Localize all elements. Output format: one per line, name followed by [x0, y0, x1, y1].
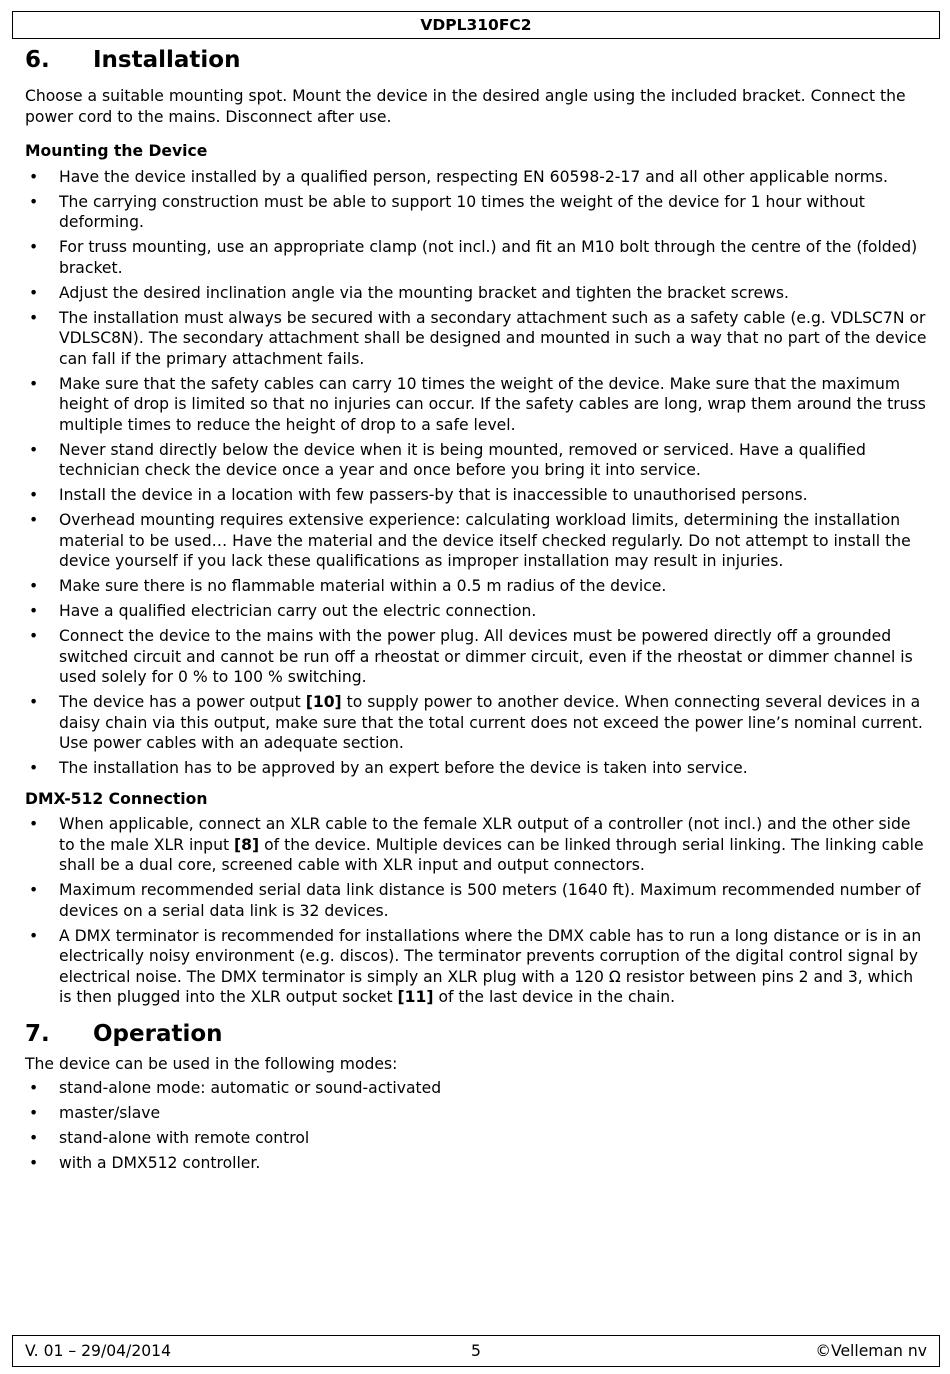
item-text: The installation must always be secured with a secondary attachment such as a safety cable (e.g. VDLSC7N or VDLSC8N). The secondary attachment shall be designed and mounted in such a way that no part of the device can fall if the primary attachment fails.: [59, 308, 927, 368]
list-item: [25, 1128, 930, 1149]
bullet-icon: •: [29, 1079, 39, 1097]
item-text: A DMX terminator is recommended for installations where the DMX cable has to run a long distance or is in an electrically noisy environment (e.g. discos). The terminator prevents corruption of the digital control signal by electrical noise. The DMX terminator is simply an XLR plug with a 120 Ω resistor between pins 2 and 3, which is then plugged into the XLR output socket: [59, 926, 922, 1006]
list-item: [25, 510, 930, 572]
list-item: [25, 374, 930, 436]
item-text: When applicable, connect an XLR cable to the female XLR output of a controller (not incl.) and the other side to the male XLR input: [59, 815, 911, 854]
reference-number: [11]: [397, 988, 434, 1006]
bullet-icon: •: [29, 486, 39, 504]
item-text: of the device. Multiple devices can be linked through serial linking. The linking cable shall be a dual core, screened cable with XLR input and output connectors.: [59, 835, 924, 874]
section-title: Operation: [93, 1020, 223, 1047]
list-item: [25, 167, 930, 188]
copyright: ©Velleman nv: [815, 1342, 927, 1360]
page-number: 5: [471, 1342, 481, 1360]
item-text: The device has a power output: [59, 693, 306, 711]
item-text: stand-alone with remote control: [59, 1129, 310, 1147]
dmx-heading: DMX-512 Connection: [25, 789, 208, 808]
bullet-icon: •: [29, 815, 39, 833]
list-item: [25, 576, 930, 597]
reference-number: [8]: [234, 835, 260, 854]
section-number: 6.: [25, 47, 50, 73]
section-6-heading: [25, 44, 930, 76]
list-item: [25, 758, 930, 779]
bullet-icon: •: [29, 926, 39, 945]
item-text: with a DMX512 controller.: [59, 1154, 261, 1172]
list-item: [25, 1153, 930, 1174]
section-title: Installation: [93, 47, 241, 73]
item-text: stand-alone mode: automatic or sound-activated: [59, 1079, 442, 1097]
mounting-heading: Mounting the Device: [25, 142, 208, 160]
bullet-icon: •: [29, 577, 39, 595]
item-text: Install the device in a location with few passers-by that is inaccessible to unauthorised persons.: [59, 486, 808, 504]
bullet-icon: •: [29, 511, 39, 529]
bullet-icon: •: [29, 1129, 39, 1147]
item-text: Make sure there is no flammable material within a 0.5 m radius of the device.: [59, 577, 667, 595]
mounting-list: [25, 167, 930, 779]
bullet-icon: •: [29, 167, 39, 186]
bullet-icon: •: [29, 238, 39, 256]
bullet-icon: •: [29, 1104, 39, 1122]
list-item: [25, 880, 930, 921]
item-text: Overhead mounting requires extensive experience: calculating workload limits, determining the installation material to be used… Have the material and the device itself checked regularly. Do not attempt to install the device yourself if you lack these qualifications as improper installation may result in injuries.: [59, 511, 911, 570]
list-item: [25, 308, 930, 370]
item-text: Maximum recommended serial data link distance is 500 meters (1640 ft). Maximum recommended number of devices on a serial data link is 32 devices.: [59, 881, 921, 920]
page-footer: [12, 1335, 940, 1367]
list-item: [25, 692, 930, 754]
bullet-icon: •: [29, 283, 39, 302]
list-item: [25, 626, 930, 688]
page-content: [25, 44, 930, 1178]
installation-intro: Choose a suitable mounting spot. Mount the device in the desired angle using the included bracket. Connect the power cord to the mains. Disconnect after use.: [25, 87, 906, 126]
bullet-icon: •: [29, 440, 39, 459]
list-item: [25, 192, 930, 233]
model-name: VDPL310FC2: [420, 16, 532, 34]
bullet-icon: •: [29, 1154, 39, 1172]
list-item: [25, 601, 930, 622]
bullet-icon: •: [29, 374, 39, 393]
item-text: The carrying construction must be able to support 10 times the weight of the device for 1 hour without deforming.: [59, 192, 865, 231]
item-text: Adjust the desired inclination angle via the mounting bracket and tighten the bracket screws.: [59, 283, 789, 302]
item-text: For truss mounting, use an appropriate clamp (not incl.) and fit an M10 bolt through the centre of the (folded) bracket.: [59, 238, 918, 277]
list-item: [25, 237, 930, 278]
list-item: [25, 283, 930, 304]
item-text: The installation has to be approved by an expert before the device is taken into service.: [59, 759, 748, 777]
list-item: [25, 1078, 930, 1099]
item-text: of the last device in the chain.: [433, 988, 676, 1006]
dmx-list: [25, 814, 930, 1008]
item-text: Make sure that the safety cables can carry 10 times the weight of the device. Make sure that the maximum height of drop is limited so that no injuries can occur. If the safety cables are long, wrap them around the truss multiple times to reduce the height of drop to a safe level.: [59, 374, 926, 434]
bullet-icon: •: [29, 881, 39, 899]
section-7-heading: [25, 1018, 930, 1050]
item-text: to supply power to another device. When connecting several devices in a daisy chain via this output, make sure that the total current does not exceed the power line’s nominal current. Use power cables with an adequate section.: [59, 693, 923, 752]
list-item: [25, 1103, 930, 1124]
operation-intro: The device can be used in the following modes:: [25, 1054, 398, 1073]
version-date: V. 01 – 29/04/2014: [25, 1342, 172, 1360]
list-item: [25, 814, 930, 876]
bullet-icon: •: [29, 602, 39, 620]
list-item: [25, 440, 930, 481]
operation-modes-list: [25, 1078, 930, 1174]
item-text: Have a qualified electrician carry out the electric connection.: [59, 602, 537, 620]
reference-number: [10]: [305, 693, 342, 711]
item-text: Have the device installed by a qualified person, respecting EN 60598-2-17 and all other applicable norms.: [59, 167, 888, 186]
item-text: master/slave: [59, 1104, 161, 1122]
list-item: [25, 926, 930, 1008]
bullet-icon: •: [29, 693, 39, 711]
list-item: [25, 485, 930, 506]
bullet-icon: •: [29, 627, 39, 645]
item-text: Connect the device to the mains with the power plug. All devices must be powered directly off a grounded switched circuit and cannot be run off a rheostat or dimmer circuit, even if the rheostat or dimmer channel is used solely for 0 % to 100 % switching.: [59, 627, 913, 686]
page-header: [12, 11, 940, 39]
bullet-icon: •: [29, 308, 39, 327]
item-text: Never stand directly below the device when it is being mounted, removed or serviced. Have a qualified technician check the device once a year and once before you bring it into service.: [59, 440, 866, 479]
bullet-icon: •: [29, 759, 39, 777]
section-number: 7.: [25, 1020, 50, 1047]
bullet-icon: •: [29, 192, 39, 211]
